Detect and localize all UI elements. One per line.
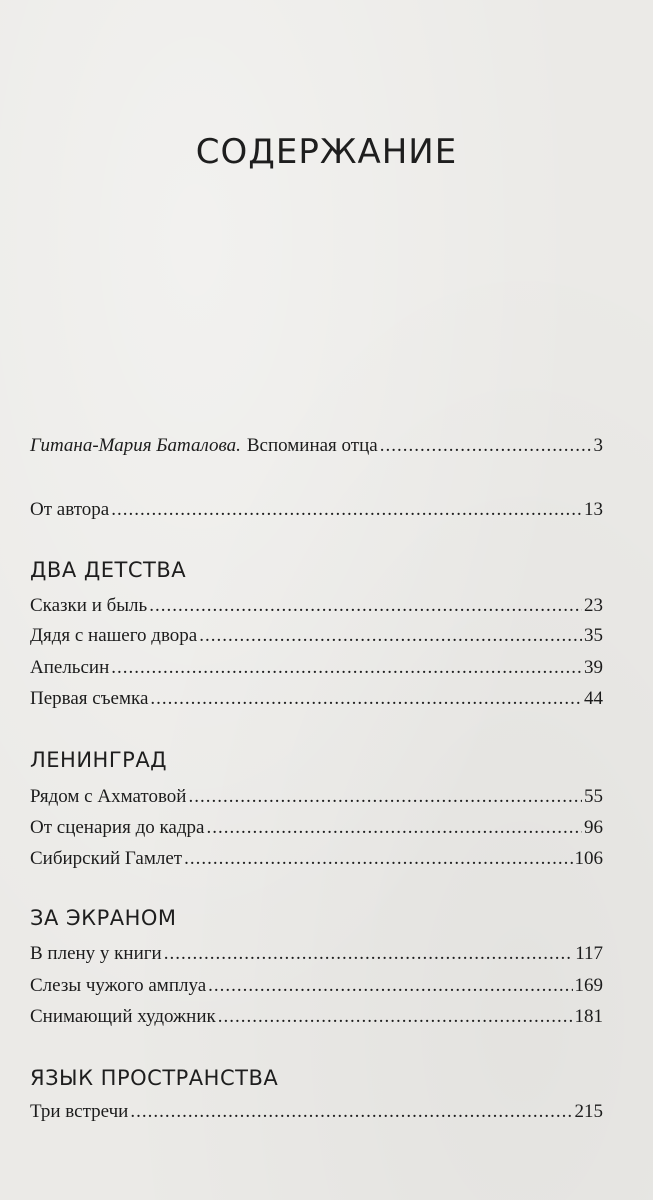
page-title: СОДЕРЖАНИЕ	[195, 132, 458, 172]
toc-entry[interactable]	[30, 816, 603, 840]
toc-entry-page: 96	[584, 817, 603, 838]
dot-leader	[188, 785, 582, 809]
toc-entry[interactable]	[30, 594, 603, 618]
toc-entry-page: 106	[574, 848, 603, 869]
dot-leader	[164, 942, 574, 966]
toc-entry[interactable]	[30, 624, 603, 648]
section-heading: ЯЗЫК ПРОСТРАНСТВА	[30, 1066, 279, 1090]
toc-entry-page: 55	[584, 786, 603, 807]
dot-leader	[208, 974, 572, 998]
dot-leader	[149, 594, 582, 618]
toc-entry-page: 44	[584, 688, 603, 709]
toc-entry-title: Снимающий художник	[30, 1006, 216, 1027]
toc-entry-title: От автора	[30, 499, 110, 520]
toc-entry-from-author[interactable]	[30, 498, 603, 522]
toc-entry[interactable]	[30, 974, 603, 998]
dot-leader	[150, 687, 582, 711]
toc-entry[interactable]	[30, 1005, 603, 1029]
toc-entry[interactable]	[30, 785, 603, 809]
section-heading: ДВА ДЕТСТВА	[30, 558, 187, 582]
toc-entry-author: Гитана-Мария Баталова.	[30, 435, 241, 456]
dot-leader	[380, 434, 592, 458]
toc-entry-page: 13	[584, 499, 603, 520]
toc-entry-title: Слезы чужого амплуа	[30, 975, 207, 996]
dot-leader	[184, 847, 572, 871]
toc-entry[interactable]	[30, 687, 603, 711]
dot-leader	[111, 498, 582, 522]
toc-entry-title: В плену у книги	[30, 943, 162, 964]
dot-leader	[199, 624, 582, 648]
toc-entry-page: 169	[574, 975, 603, 996]
toc-entry[interactable]	[30, 1100, 603, 1124]
toc-entry-title: Дядя с нашего двора	[30, 625, 198, 646]
toc-entry[interactable]	[30, 847, 603, 871]
toc-entry[interactable]	[30, 656, 603, 680]
section-heading: ЗА ЭКРАНОМ	[30, 906, 177, 930]
toc-entry-title: Рядом с Ахматовой	[30, 786, 187, 807]
dot-leader	[130, 1100, 572, 1124]
toc-entry-page: 23	[584, 595, 603, 616]
section-heading: ЛЕНИНГРАД	[30, 748, 168, 772]
toc-entry-title: Апельсин	[30, 657, 110, 678]
dot-leader	[218, 1005, 573, 1029]
toc-entry-title: Первая съемка	[30, 688, 149, 709]
toc-entry-title: От сценария до кадра	[30, 817, 205, 838]
toc-entry-page: 215	[574, 1101, 603, 1122]
toc-entry-page: 117	[575, 943, 603, 964]
dot-leader	[111, 656, 582, 680]
dot-leader	[206, 816, 582, 840]
toc-entry-page: 3	[593, 435, 603, 456]
toc-entry-page: 181	[574, 1006, 603, 1027]
toc-entry[interactable]	[30, 942, 603, 966]
toc-entry-page: 39	[584, 657, 603, 678]
toc-entry-page: 35	[584, 625, 603, 646]
toc-entry-title: Вспоминая отца	[246, 435, 378, 456]
toc-entry-title: Сказки и быль	[30, 595, 148, 616]
toc-entry-foreword[interactable]	[30, 434, 603, 458]
toc-entry-title: Сибирский Гамлет	[30, 848, 183, 869]
toc-entry-title: Три встречи	[30, 1101, 129, 1122]
